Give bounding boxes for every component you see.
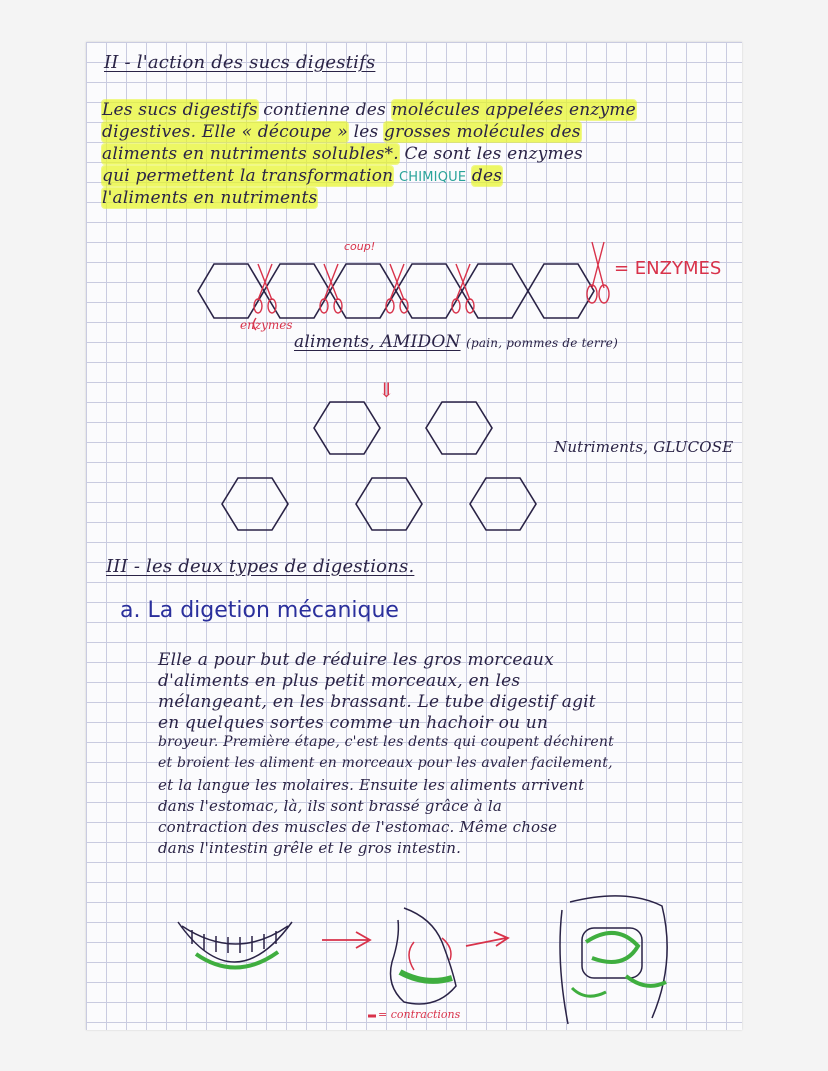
chimique-word: CHIMIQUE [398,170,467,185]
body-line: et la langue les molaires. Ensuite les aliments arrivent [158,776,585,794]
body-line: mélangeant, en les brassant. Le tube digestif agit [158,692,596,712]
body-line: dans l'intestin grêle et le gros intestin. [158,839,462,857]
enzymes-label: enzymes [240,318,293,332]
enzymes-legend: = ENZYMES [614,258,722,279]
paragraph-line-4: qui permettent la transformation CHIMIQUE des [102,166,503,186]
paragraph-line-3: aliments en nutriments solubles*. Ce sont les enzymes [102,144,583,164]
section-2-title: II - l'action des sucs digestifs [104,52,376,73]
body-line: broyeur. Première étape, c'est les dents qui coupent déchirent [158,734,614,750]
arrow-icon [466,932,508,946]
paragraph-line-5: l'aliments en nutriments [102,188,318,208]
notebook-page [86,42,742,1030]
section-3-title: III - les deux types de digestions. [106,556,415,577]
mouth-drawing [178,922,292,968]
nutrients-label: Nutriments, GLUCOSE [554,438,734,456]
digestion-drawings [86,42,742,1030]
body-line: et broient les aliment en morceaux pour les avaler facilement, [158,755,613,771]
contractions-legend: = contractions [378,1008,461,1021]
stomach-drawing [391,908,457,1004]
body-line: contraction des muscles de l'estomac. Même chose [158,818,558,836]
subsection-a-title: a. La digetion mécanique [120,598,399,623]
paragraph-line-2: digestives. Elle « découpe » les grosses molécules des [102,122,581,142]
starch-label: aliments, AMIDON (pain, pommes de terre) [294,332,618,352]
body-line: Elle a pour but de réduire les gros morceaux [158,650,554,670]
intestine-drawing [560,896,667,1024]
body-line: dans l'estomac, là, ils sont brassé grâce à la [158,797,503,815]
paragraph-line-1: Les sucs digestifs contienne des molécules appelées enzyme [102,100,636,120]
highlight-molecules: molécules appelées enzyme [391,100,636,120]
down-arrow-icon: ⇓ [378,378,395,402]
coup-label: coup! [344,240,376,253]
body-line: en quelques sortes comme un hachoir ou un [158,713,549,733]
body-line: d'aliments en plus petit morceaux, en les [158,671,521,691]
arrow-icon [322,932,370,948]
highlight-sucs: Les sucs digestifs [102,100,258,120]
